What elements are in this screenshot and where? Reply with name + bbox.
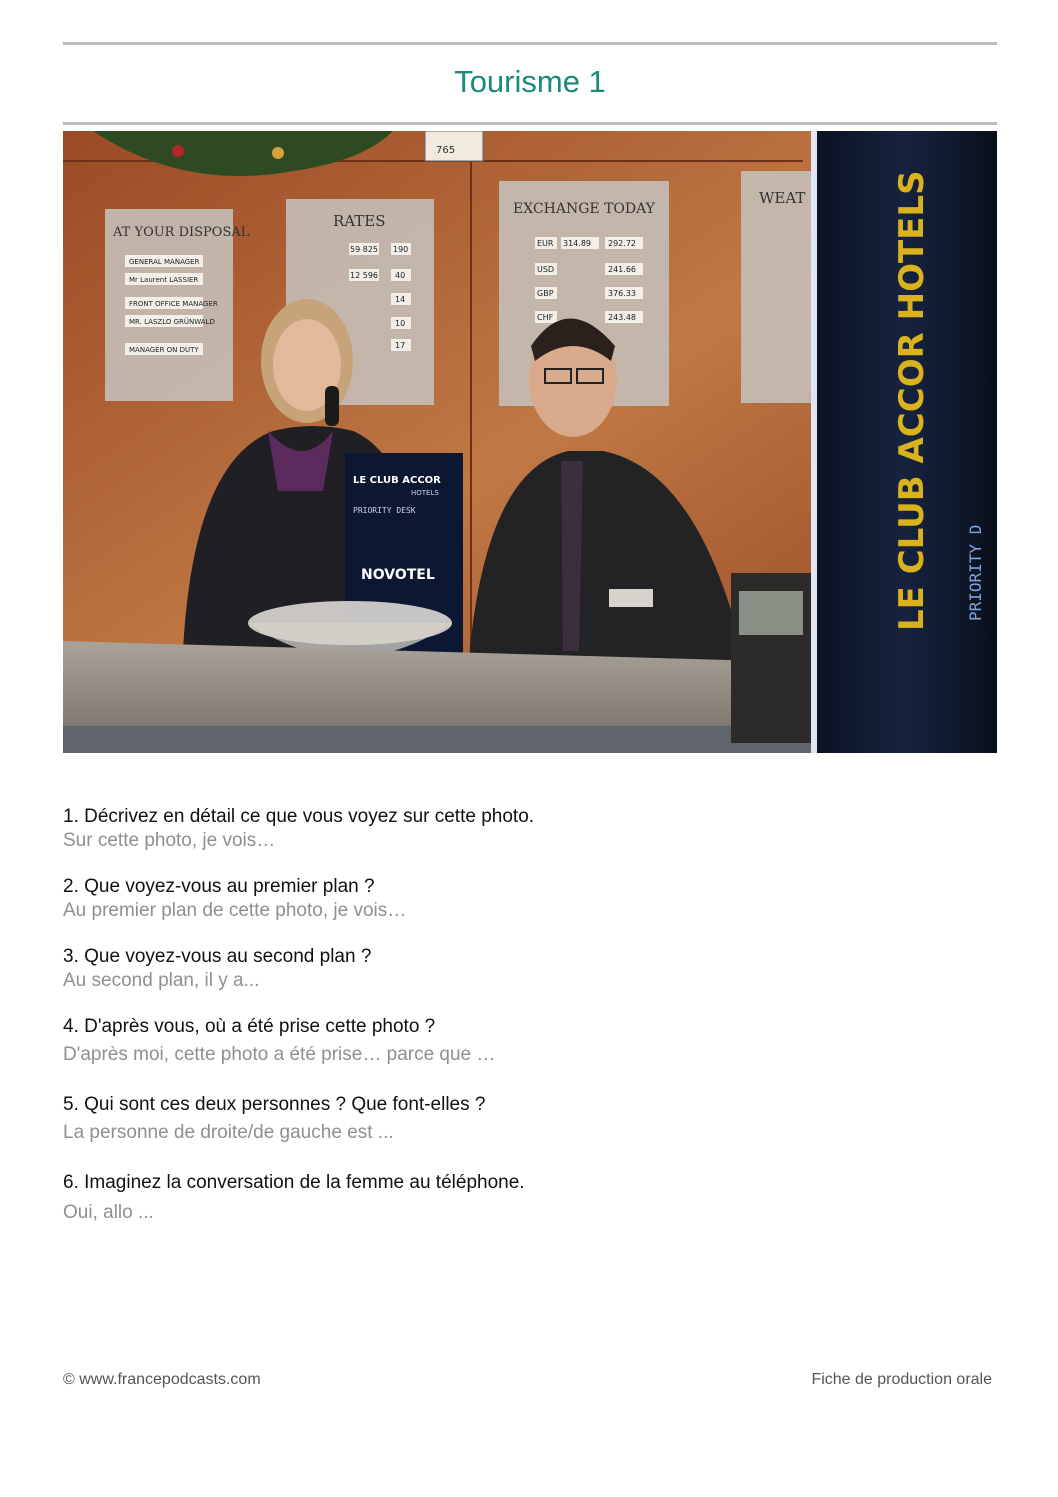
board-plate-text: FRONT OFFICE MANAGER (129, 300, 218, 308)
answer-prompt: Au premier plan de cette photo, je vois… (63, 900, 407, 921)
exchange-value: 292.72 (608, 239, 636, 248)
answer-prompt: Oui, allo ... (63, 1202, 154, 1223)
question-text: 4. D'après vous, où a été prise cette photo ? (63, 1016, 436, 1037)
question-block (63, 945, 997, 993)
photo-illustration (63, 131, 997, 753)
hotel-reception-photo (63, 131, 997, 753)
currency-code: CHF (537, 313, 554, 322)
page-title: Tourisme 1 (454, 64, 606, 99)
currency-code: USD (537, 265, 555, 274)
desk-sign-brand: NOVOTEL (361, 567, 435, 583)
clock-digits: 765 (436, 145, 456, 156)
question-text: 3. Que voyez-vous au second plan ? (63, 946, 372, 967)
board-plate-text: MR. LASZLO GRÜNWALD (129, 318, 215, 326)
question-text: 2. Que voyez-vous au premier plan ? (63, 876, 375, 897)
footer-doc-type: Fiche de production orale (811, 1371, 992, 1388)
answer-prompt: La personne de droite/de gauche est ... (63, 1122, 394, 1143)
question-block (63, 1015, 997, 1067)
banner-edge (811, 131, 817, 753)
exchange-board-title: EXCHANGE TODAY (513, 201, 655, 217)
footer-copyright: © www.francepodcasts.com (63, 1371, 261, 1388)
desk-sign-hotels: HOTELS (411, 489, 439, 497)
question-text: 5. Qui sont ces deux personnes ? Que font-elles ? (63, 1094, 486, 1115)
rate-value: 59 825 (350, 245, 378, 254)
currency-code: GBP (537, 289, 554, 298)
brochure-photo (739, 591, 803, 635)
answer-prompt: Sur cette photo, je vois… (63, 830, 276, 851)
exchange-value: 376.33 (608, 289, 636, 298)
exchange-value: 243.48 (608, 313, 636, 322)
banner-text: LE CLUB ACCOR HOTELS (892, 170, 932, 631)
banner-sub: PRIORITY D (966, 524, 985, 621)
counter-front (63, 726, 823, 753)
weather-board-title: WEAT (759, 189, 806, 207)
question-block (63, 875, 997, 923)
ornament (272, 147, 284, 159)
exchange-value: 241.66 (608, 265, 636, 274)
board-plate-text: GENERAL MANAGER (129, 258, 200, 266)
question-list (63, 805, 997, 1225)
board-plate-text: Mr Laurent LASSIER (129, 276, 199, 284)
disposal-board-title: AT YOUR DISPOSAL (113, 225, 250, 240)
rate-value: 17 (395, 341, 406, 350)
currency-code: EUR (537, 239, 554, 248)
question-block (63, 1093, 997, 1145)
rate-value: 14 (395, 295, 406, 304)
rate-value: 40 (395, 271, 406, 280)
question-block (63, 1171, 997, 1225)
answer-prompt: D'après moi, cette photo a été prise… parce que … (63, 1044, 496, 1065)
question-text: 6. Imaginez la conversation de la femme au téléphone. (63, 1172, 525, 1193)
rate-value: 10 (395, 319, 406, 328)
exchange-value: 314.89 (563, 239, 591, 248)
board-plate-text: MANAGER ON DUTY (129, 346, 199, 354)
answer-prompt: Au second plan, il y a... (63, 970, 260, 991)
rate-value: 12 596 (350, 271, 378, 280)
question-block (63, 805, 997, 853)
ornament (172, 145, 184, 157)
rates-board-title: RATES (333, 212, 386, 230)
desk-sign-priority: PRIORITY DESK (353, 506, 416, 515)
question-text: 1. Décrivez en détail ce que vous voyez sur cette photo. (63, 806, 535, 827)
desk-sign-club: LE CLUB ACCOR (353, 475, 441, 486)
rate-value: 190 (393, 245, 409, 254)
top-rule (63, 42, 997, 45)
title-rule (63, 122, 997, 125)
